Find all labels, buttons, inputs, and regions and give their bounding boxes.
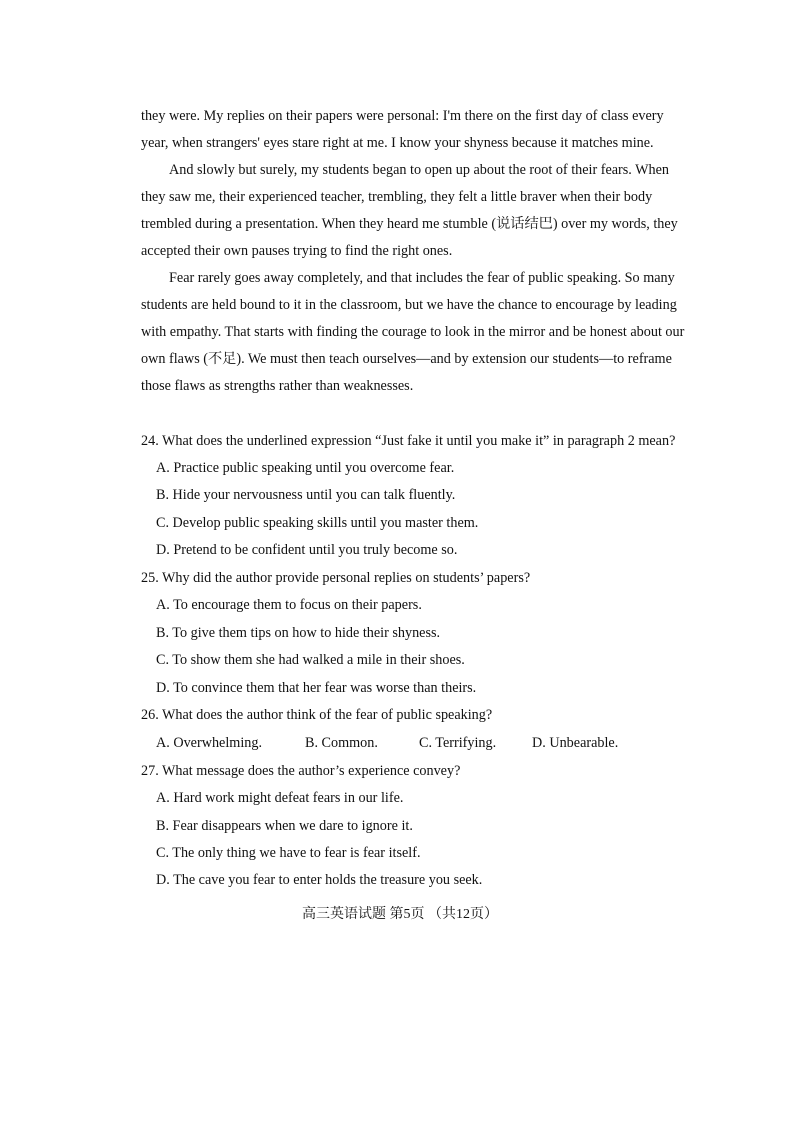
passage-line: they saw me, their experienced teacher, trembling, they felt a little braver when their body: [141, 189, 653, 205]
question-25-option-d: D. To convince them that her fear was worse than theirs.: [156, 680, 477, 696]
question-27-stem: 27. What message does the author’s experience convey?: [141, 763, 461, 779]
passage-line: year, when strangers' eyes stare right at me. I know your shyness because it matches mine.: [141, 135, 654, 151]
question-27-option-d: D. The cave you fear to enter holds the treasure you seek.: [156, 872, 483, 888]
question-25-option-b: B. To give them tips on how to hide their shyness.: [156, 625, 441, 641]
question-27-option-a: A. Hard work might defeat fears in our life.: [156, 790, 404, 806]
question-25-stem: 25. Why did the author provide personal replies on students’ papers?: [141, 570, 531, 586]
passage-line: accepted their own pauses trying to find the right ones.: [141, 243, 453, 259]
passage-line: Fear rarely goes away completely, and that includes the fear of public speaking. So many: [169, 270, 675, 286]
question-24-stem: 24. What does the underlined expression “Just fake it until you make it” in paragraph 2 mean?: [141, 433, 676, 449]
passage-line: And slowly but surely, my students began to open up about the root of their fears. When: [169, 162, 670, 178]
question-24-option-a: A. Practice public speaking until you overcome fear.: [156, 460, 455, 476]
question-26-option-c: C. Terrifying.: [419, 735, 497, 751]
page-footer: 高三英语试题 第5页 （共12页）: [302, 907, 498, 922]
question-26-option-a: A. Overwhelming.: [156, 735, 262, 751]
question-27-option-b: B. Fear disappears when we dare to ignore it.: [156, 818, 413, 834]
question-25-option-a: A. To encourage them to focus on their papers.: [156, 597, 422, 613]
question-25-option-c: C. To show them she had walked a mile in their shoes.: [156, 652, 465, 668]
question-27-option-c: C. The only thing we have to fear is fear itself.: [156, 845, 421, 861]
passage-line: those flaws as strengths rather than weaknesses.: [141, 378, 414, 394]
question-24-option-d: D. Pretend to be confident until you truly become so.: [156, 542, 458, 558]
question-26-option-d: D. Unbearable.: [532, 735, 619, 751]
question-26-stem: 26. What does the author think of the fear of public speaking?: [141, 707, 493, 723]
passage-line: students are held bound to it in the classroom, but we have the chance to encourage by leading: [141, 297, 677, 313]
question-24-option-b: B. Hide your nervousness until you can talk fluently.: [156, 487, 456, 503]
passage-line: with empathy. That starts with finding the courage to look in the mirror and be honest about our: [141, 324, 685, 340]
question-24-option-c: C. Develop public speaking skills until you master them.: [156, 515, 479, 531]
passage-line: own flaws (不足). We must then teach ourselves—and by extension our students—to reframe: [141, 351, 672, 367]
passage-line: trembled during a presentation. When they heard me stumble (说话结巴) over my words, they: [141, 216, 678, 232]
question-26-option-b: B. Common.: [305, 735, 378, 751]
passage-line: they were. My replies on their papers were personal: I'm there on the first day of class every: [141, 108, 664, 124]
